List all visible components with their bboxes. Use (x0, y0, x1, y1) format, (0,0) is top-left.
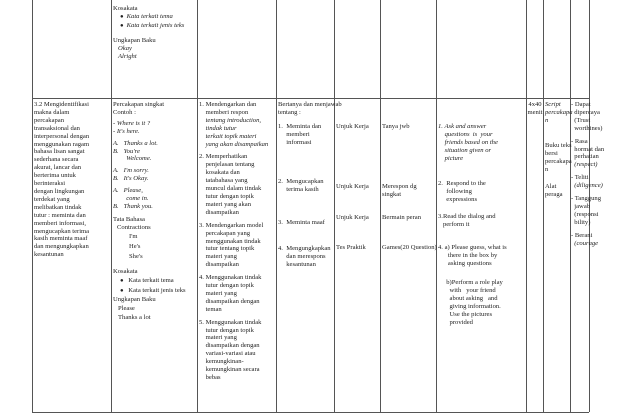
kd-line: transaksional dan (34, 124, 80, 132)
karakter-line: - Dapat (571, 101, 591, 108)
kd-line: interpersonal dengan (34, 132, 90, 140)
kegiatan-line: kosakata dan (199, 169, 240, 177)
materi-line: Percakapan singkat (113, 101, 165, 108)
kegiatan-line: percakapan yang (199, 229, 251, 237)
kegiatan-line: 4. Menggunakan tindak (199, 274, 262, 282)
kegiatan-column (199, 101, 268, 382)
sumber-line: bersi (545, 149, 558, 157)
kegiatan-line: variasi-variasi atau (199, 350, 256, 358)
kd-line: akurat, lancar dan (34, 164, 82, 172)
indikator-line: memberi (278, 130, 310, 138)
teknik-cell: Unjuk Kerja (336, 183, 369, 190)
indikator-item (278, 123, 321, 147)
instrumen-line: expressions (438, 195, 478, 203)
kegiatan-line: kemungkinan- (199, 358, 244, 366)
sumber-line: percakapa (545, 157, 572, 165)
karakter-line: (courage (571, 239, 599, 247)
ungkapan-item: Alright (118, 52, 137, 60)
indikator-intro: tentang : (278, 108, 301, 116)
sumber-item (545, 183, 563, 199)
karakter-line: hormat dan (571, 145, 605, 153)
kegiatan-line: disampaikan dengan (199, 297, 260, 305)
waktu-cell (527, 101, 543, 117)
instrumen-line: with your friend (438, 286, 496, 294)
kegiatan-line: disampaikan dengan (199, 342, 260, 350)
kegiatan-line: materi yang akan (199, 200, 251, 208)
kosakata-item: ● Kata terkait jenis teks (120, 286, 186, 294)
bullet-icon: ● (120, 287, 124, 294)
instrumen-line: picture (438, 154, 464, 162)
kegiatan-line: tutur dengan topik (199, 192, 254, 200)
contraction-item: She's (129, 252, 143, 260)
dialog-line: B. Thank you. (113, 202, 153, 210)
contraction-item: He's (129, 242, 141, 250)
kd-line: menggunakan ragam (34, 140, 90, 148)
indikator-line: dan merespons (278, 252, 326, 260)
kosakata-item: ● Kata terkait jenis teks (120, 21, 185, 29)
kegiatan-line: 1. Mendengarkan dan (199, 101, 257, 108)
dialog-line: Welcome. (113, 155, 152, 163)
kegiatan-line: 5. Menggunakan tindak (199, 318, 262, 326)
kd-line: kasih meminta maaf (34, 235, 88, 243)
karakter-line: (Trust (571, 116, 591, 124)
kegiatan-line: tentang introduction, (199, 116, 262, 124)
kd-line: sederhana secara (34, 156, 79, 164)
column-divider (32, 0, 33, 412)
instrumen-line: questions is your (438, 130, 493, 138)
instrumen-line: about asking and (438, 294, 498, 302)
kegiatan-line: muncul dalam tindak (199, 185, 262, 193)
ungkapan-label: Ungkapan Baku (113, 36, 156, 44)
column-divider (111, 0, 112, 412)
indikator-line: 4. Mengungkapkan (278, 245, 331, 252)
sumber-line: Script (545, 101, 561, 108)
instrumen-line: situation given or (438, 146, 492, 154)
instrumen-item (438, 213, 496, 229)
karakter-line: - Berani (571, 231, 593, 239)
instrumen-line: giving information. (438, 302, 501, 310)
waktu-value: 4x40 (528, 101, 542, 108)
kegiatan-line: 3. Mendengarkan model (199, 221, 264, 229)
instrumen-line: there in the box by (438, 251, 498, 259)
kegiatan-line: memberi respon (199, 108, 249, 116)
instrumen-line: 1. Ask and answer (438, 123, 487, 130)
kd-line: tutur : meminta dan (34, 211, 86, 219)
top-materi-block (113, 5, 184, 60)
dialog-line: B. It's Okay. (113, 175, 149, 183)
kegiatan-line: tutur dengan topik (199, 282, 254, 290)
kegiatan-line: menggunakan tindak (199, 237, 261, 245)
contraction-item: I'm (129, 232, 138, 240)
kegiatan-line: kemungkinan secara (199, 366, 260, 374)
indikator-line: 2. Mengucapkan (278, 178, 324, 185)
indikator-line: terima kasih (278, 185, 319, 193)
sumber-item (545, 142, 572, 174)
kegiatan-line: tindak tutur (199, 124, 237, 132)
kegiatan-line: 2. Memperhatikan (199, 153, 248, 161)
column-divider (436, 0, 437, 412)
karakter-line: - Rasa (571, 137, 588, 145)
kegiatan-line: terkait topik materi (199, 132, 257, 140)
kd-line: 3.2 Mengidentifikasi (34, 101, 89, 108)
row-divider (32, 412, 589, 413)
instrumen-line: b)Perform a role play (438, 279, 503, 286)
ungkapan-item: Okay (118, 44, 132, 52)
kegiatan-line: teman (199, 305, 222, 313)
indikator-line: informasi (278, 138, 312, 146)
waktu-unit: menit (527, 108, 543, 116)
kegiatan-line: materi yang (199, 253, 237, 261)
dialog-line: B. You're (113, 147, 140, 155)
indikator-column (278, 101, 342, 117)
contractions-label: Contractions (117, 223, 151, 231)
dialog-line: come in. (113, 195, 149, 203)
kd-line: berinteraksi (34, 180, 66, 188)
kegiatan-line: tutur tentang topik (199, 245, 255, 253)
instrumen-line: perform it (438, 220, 470, 228)
sumber-line: Alat (545, 183, 557, 190)
indikator-item (278, 178, 324, 194)
bentuk-cell: Bermain peran (382, 214, 421, 221)
ungkapan-item: Please (118, 304, 135, 312)
instrumen-item (438, 244, 507, 268)
materi-line: Contoh : (113, 108, 136, 116)
sumber-item (545, 101, 573, 125)
kegiatan-line: disampaikan (199, 261, 239, 269)
kegiatan-line: materi yang (199, 289, 237, 297)
instrumen-line: asking questions (438, 259, 492, 267)
column-divider (197, 0, 198, 412)
karakter-line: - Teliti (571, 174, 589, 182)
column-divider (526, 0, 527, 412)
kd-line: mengucapkan terima (34, 227, 90, 235)
bentuk-cell: Tanya jwb (382, 123, 410, 130)
dialog-line: A. Thanks a lot. (113, 139, 158, 147)
sumber-line: Buku teks (545, 142, 572, 149)
kd-line: makna dalam (34, 108, 70, 116)
instrumen-line: friends based on the (438, 138, 498, 146)
teknik-cell: Unjuk Kerja (336, 123, 369, 130)
kd-line: terdekat yang (34, 195, 70, 203)
instrumen-line: 3.Read the dialog and (438, 213, 496, 220)
kegiatan-line: disampaikan (199, 208, 239, 216)
karakter-line: jawab (571, 202, 591, 210)
kegiatan-line: tatabahasa yang (199, 177, 248, 185)
karakter-line: bility) (571, 218, 591, 226)
sumber-line: n (545, 116, 549, 124)
sumber-line: n (545, 165, 549, 173)
dialog-line: A. I'm sorry. (113, 167, 149, 175)
instrumen-item (438, 279, 503, 326)
kd-line: dan mengungkapkan (34, 243, 89, 251)
row-divider (32, 98, 589, 99)
sumber-line: peraga (545, 190, 563, 198)
indikator-item (278, 245, 331, 269)
instrumen-line: Use the pictures (438, 310, 493, 318)
bullet-icon: ● (120, 13, 124, 20)
kd-line: berterima untuk (34, 172, 76, 180)
karakter-column (571, 101, 604, 248)
sumber-line: percakapa (545, 108, 573, 116)
kd-column (34, 101, 89, 259)
karakter-line: (diligence) (571, 182, 603, 190)
karakter-line: (respect) (571, 161, 598, 169)
teknik-cell: Tes Praktik (336, 244, 366, 251)
column-divider (543, 0, 544, 412)
bullet-icon: ● (120, 277, 124, 284)
column-divider (334, 0, 335, 412)
ungkapan-item: Thanks a lot (118, 313, 151, 321)
kegiatan-line: materi yang (199, 334, 237, 342)
instrumen-line: following (438, 187, 472, 195)
kosakata-item: ● Kata terkait tema (120, 12, 173, 20)
kd-line: bahasa lisan sangat (34, 148, 85, 156)
indikator-intro: Bertanya dan menjawab (278, 101, 342, 108)
instrumen-line: 4. a) Please guess, what is (438, 244, 507, 251)
kd-line: dengan lingkungan (34, 187, 85, 195)
materi-column (113, 101, 186, 322)
kd-line: percakapan (34, 116, 65, 124)
karakter-line: perhatian (571, 153, 599, 161)
kegiatan-line: penjelasan tentang (199, 161, 255, 169)
kosakata-item: ● Kata terkait tema (120, 276, 174, 284)
instrumen-item (438, 180, 486, 204)
example-line: - Where is it ? (113, 119, 151, 127)
ungkapan-label: Ungkapan Baku (113, 295, 156, 303)
bullet-icon: ● (120, 22, 124, 29)
indikator-line: 1. Meminta dan (278, 123, 322, 130)
column-divider (276, 0, 277, 412)
teknik-cell: Unjuk Kerja (336, 214, 369, 221)
kd-line: melibatkan tindak (34, 203, 82, 211)
karakter-line: worthines) (571, 124, 603, 132)
kd-line: memberi informasi, (34, 219, 87, 227)
instrumen-line: provided (438, 318, 473, 326)
kosakata-label: Kosakata (113, 5, 138, 12)
kegiatan-line: tutur dengan topik (199, 326, 254, 334)
instrumen-item (438, 123, 498, 163)
indikator-item (278, 219, 325, 227)
column-divider (380, 0, 381, 412)
indikator-line: kesantunan (278, 260, 316, 268)
kd-line: kesantunan (34, 251, 64, 259)
karakter-line: - Tanggung (571, 195, 601, 203)
bentuk-cell: Games(20 Question) (382, 244, 437, 251)
bentuk-cell: Merespon dg singkat (382, 183, 417, 198)
kegiatan-line: yang akan disampaikan (199, 140, 269, 148)
kegiatan-line: bebas (199, 374, 221, 381)
karakter-line: (responsi (571, 210, 599, 218)
tata-bahasa-label: Tata Bahasa (113, 215, 145, 223)
dialog-line: A. Please, (113, 187, 143, 195)
example-line: - It's here. (113, 127, 140, 135)
karakter-line: dipercaya (571, 108, 600, 116)
instrumen-line: 2. Respond to the (438, 180, 486, 187)
kosakata-label: Kosakata (113, 267, 138, 275)
indikator-line: 3. Meminta maaf (278, 219, 325, 226)
